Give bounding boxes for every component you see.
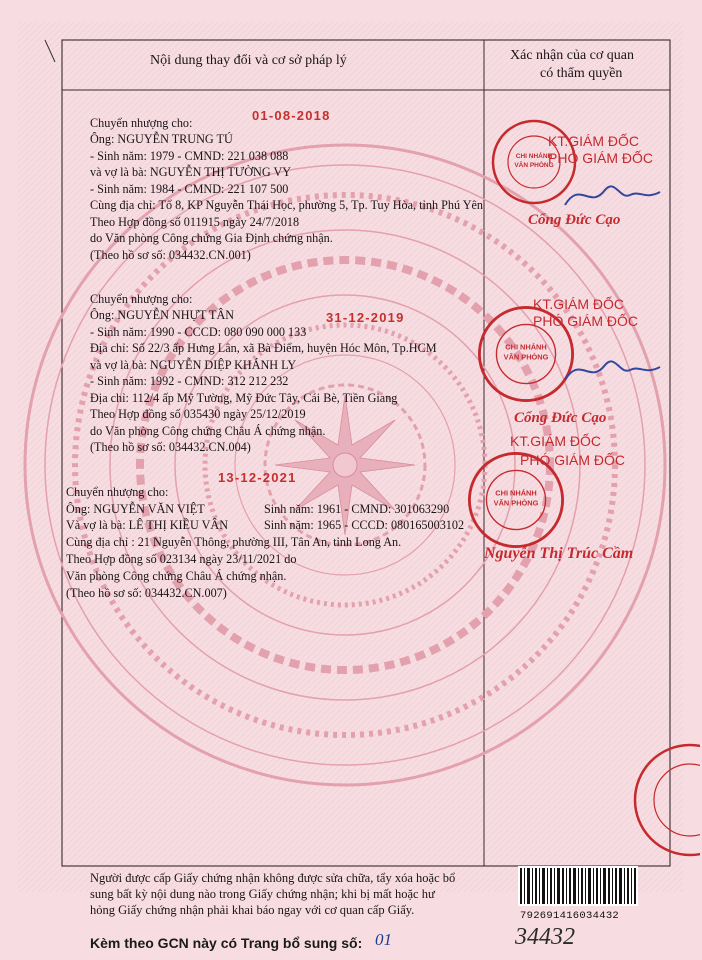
- signature-icon: [560, 345, 670, 395]
- barcode-icon: [518, 866, 638, 906]
- confirm-title-2: PHÓ GIÁM ĐỐC: [533, 313, 639, 329]
- attachment-value: 01: [375, 930, 392, 949]
- entry-line: Chuyển nhượng cho:: [66, 485, 169, 499]
- footer-line: Người được cấp Giấy chứng nhận không được sửa chữa, tẩy xóa hoặc bổ: [90, 871, 456, 885]
- partial-seal-icon: [620, 740, 700, 860]
- entry-line: - Sinh năm: 1979 - CMND: 221 038 088: [90, 149, 289, 163]
- entry-line: Theo Hợp đồng số 023134 ngày 23/11/2021 do: [66, 552, 297, 566]
- entry-line: Văn phòng Công chứng Châu Á chứng nhận.: [66, 569, 287, 583]
- svg-text:CHI NHÁNH: CHI NHÁNH: [505, 342, 547, 352]
- entry-side-line: Sinh năm: 1961 - CMND: 301063290: [264, 502, 450, 516]
- svg-text:CHI NHÁNH: CHI NHÁNH: [515, 153, 553, 160]
- confirm-title-2: PHÓ GIÁM ĐỐC: [520, 452, 626, 468]
- entry-line: - Sinh năm: 1984 - CMND: 221 107 500: [90, 182, 289, 196]
- confirm-title-1: KT.GIÁM ĐỐC: [510, 433, 602, 449]
- entry-line: Theo Hợp đồng số 011915 ngày 24/7/2018: [90, 215, 300, 229]
- confirm-title-2: PHÓ GIÁM ĐỐC: [548, 150, 654, 166]
- confirm-title-1: KT.GIÁM ĐỐC: [533, 296, 625, 312]
- attachment-label: Kèm theo GCN này có Trang bổ sung số:: [90, 935, 363, 951]
- entry-line: Chuyển nhượng cho:: [90, 292, 193, 306]
- official-seal-icon: [466, 450, 566, 550]
- entry-line: (Theo hồ sơ số: 034432.CN.004): [90, 440, 251, 454]
- entry-date: 31-12-2019: [326, 310, 405, 325]
- handwritten-number: 34432: [515, 924, 575, 950]
- entry-date: 13-12-2021: [218, 470, 297, 485]
- entry-line: và vợ là bà: NGUYỄN THỊ TƯỜNG VY: [90, 165, 292, 179]
- right-column-title-line1: Xác nhận của cơ quan: [510, 48, 635, 63]
- barcode-number: 792691416034432: [520, 910, 620, 922]
- signer-name: Cổng Đức Cạo: [528, 212, 621, 228]
- entry-line: Ông: NGUYỄN TRUNG TÚ: [90, 132, 233, 146]
- footer-line: hỏng Giấy chứng nhận phải khai báo ngay với cơ quan cấp Giấy.: [90, 903, 415, 917]
- entry-line: - Sinh năm: 1992 - CMND: 312 212 232: [90, 374, 289, 388]
- entry-line: - Sinh năm: 1990 - CCCD: 080 090 000 133: [90, 325, 307, 339]
- entry-line: Ông: NGUYỄN NHỰT TÂN: [90, 308, 235, 322]
- entry-line: Địa chỉ: 112/4 ấp Mỹ Tường, Mỹ Đức Tây, Cái Bè, Tiền Giang: [90, 391, 398, 405]
- footer-line: sung bất kỳ nội dung nào trong Giấy chứng nhận; khi bị mất hoặc hư: [90, 887, 435, 901]
- entry-side-line: Sinh năm: 1965 - CCCD: 080165003102: [264, 518, 465, 532]
- left-column-title: Nội dung thay đổi và cơ sở pháp lý: [150, 53, 347, 68]
- entry-date: 01-08-2018: [252, 108, 331, 123]
- entry-line: Theo Hợp đồng số 035430 ngày 25/12/2019: [90, 407, 306, 421]
- svg-text:VĂN PHÒNG: VĂN PHÒNG: [493, 498, 539, 508]
- entry-line: (Theo hồ sơ số: 034432.CN.007): [66, 586, 227, 600]
- confirm-title-1: KT.GIÁM ĐỐC: [548, 133, 640, 149]
- right-column-title-line2: có thẩm quyền: [540, 66, 623, 81]
- signer-name: Nguyễn Thị Trúc Cầm: [484, 545, 634, 562]
- entry-line: do Văn phòng Công chứng Gia Định chứng nhận.: [90, 231, 333, 245]
- svg-text:VĂN PHÒNG: VĂN PHÒNG: [503, 352, 549, 362]
- entry-line: Cùng địa chỉ : 21 Nguyễn Thông, phường III, Tân An, tỉnh Long An.: [66, 535, 402, 549]
- entry-line: do Văn phòng Công chứng Châu Á chứng nhận.: [90, 424, 326, 438]
- svg-text:CHI NHÁNH: CHI NHÁNH: [495, 488, 537, 498]
- entry-line: và vợ là bà: NGUYỄN DIỆP KHÁNH LY: [90, 358, 297, 372]
- footer-warning: [90, 870, 455, 918]
- entry-line: Địa chỉ: Số 22/3 ấp Hưng Lân, xã Bà Điểm, huyện Hóc Môn, Tp.HCM: [90, 341, 437, 355]
- entry-line: Ông: NGUYỄN VĂN VIỆT: [66, 502, 205, 516]
- barcode: [518, 866, 638, 906]
- entry-line: (Theo hồ sơ số: 034432.CN.001): [90, 248, 251, 262]
- entry-line: Cùng địa chỉ: Tổ 8, KP Nguyễn Thái Học, phường 5, Tp. Tuy Hòa, tỉnh Phú Yên: [90, 198, 484, 212]
- svg-text:VĂN PHÒNG: VĂN PHÒNG: [514, 162, 554, 169]
- entry-line: Và vợ là bà: LÊ THỊ KIỀU VÂN: [66, 518, 229, 532]
- signer-name: Cổng Đức Cạo: [514, 410, 607, 426]
- entry-line: Chuyển nhượng cho:: [90, 116, 193, 130]
